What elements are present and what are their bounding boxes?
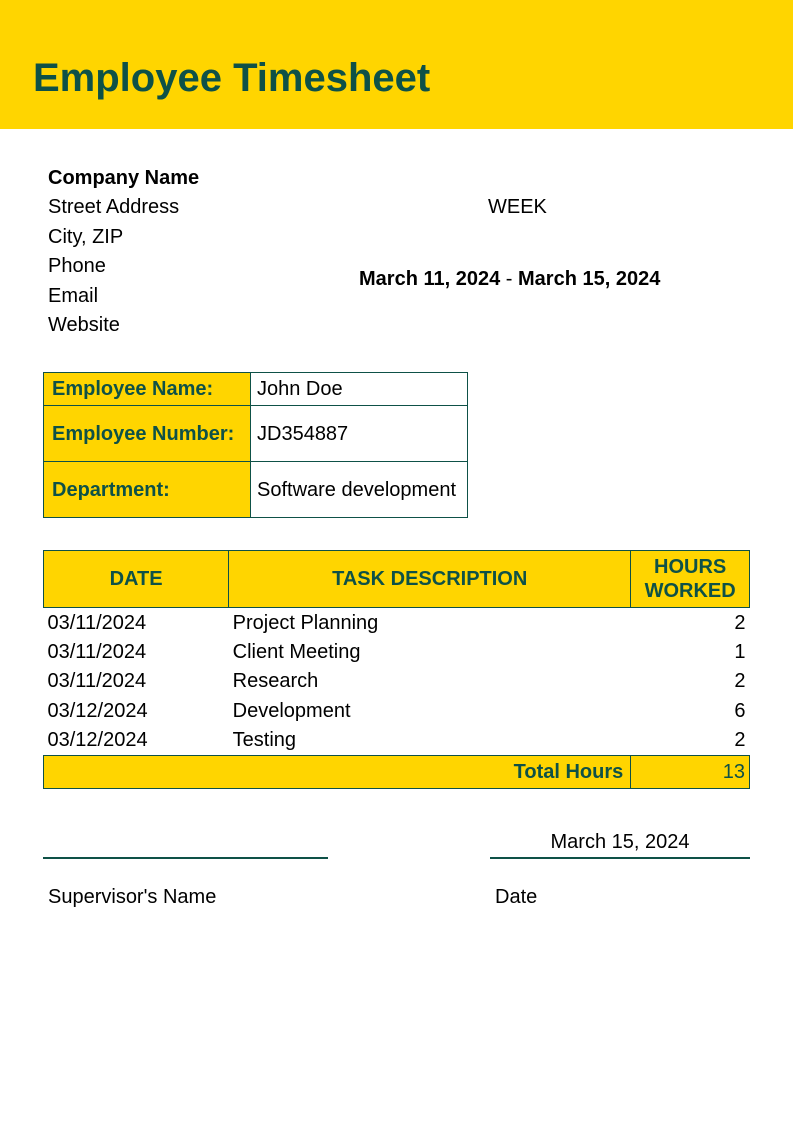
task-column-header: TASK DESCRIPTION [229,551,631,608]
hours-column-header: HOURS WORKED [631,551,750,608]
table-row [44,667,750,696]
employee-info-table [43,372,468,518]
supervisor-name-label: Supervisor's Name [48,886,217,908]
row-hours: 2 [734,670,746,693]
table-row [44,696,750,725]
company-email: Email [48,284,99,307]
company-name: Company Name [48,167,200,189]
row-hours: 1 [734,641,746,664]
table-row [44,608,750,638]
company-city: City, ZIP [48,225,124,248]
employee-name-value: John Doe [251,373,468,406]
date-signature-line [490,857,750,859]
table-row [44,637,750,666]
employee-number-label: Employee Number: [44,406,251,462]
row-hours: 2 [734,729,746,752]
company-phone: Phone [48,255,106,278]
department-label: Department: [44,462,251,518]
row-date: 03/12/2024 [47,729,148,752]
row-task: Development [232,699,351,722]
company-street: Street Address [48,196,180,219]
row-task: Client Meeting [232,641,361,664]
row-date: 03/12/2024 [47,699,148,722]
header-banner [0,0,793,129]
row-hours: 6 [734,699,746,722]
row-task: Testing [232,729,297,752]
department-value: Software development [251,462,468,518]
table-row [44,726,750,756]
row-date: 03/11/2024 [47,670,147,693]
week-range [359,266,660,292]
signature-date-value: March 15, 2024 [550,831,690,853]
page-title: Employee Timesheet [33,56,431,100]
row-date: 03/11/2024 [47,641,147,664]
total-row [44,755,750,788]
total-hours-value: 13 [631,755,750,788]
supervisor-signature-line [43,857,328,859]
date-label: Date [495,886,538,908]
week-label: WEEK [488,196,547,218]
employee-name-label: Employee Name: [44,373,251,406]
timesheet-table [43,550,750,789]
total-hours-label: Total Hours [44,755,631,788]
row-task: Project Planning [232,611,379,634]
row-date: 03/11/2024 [47,611,147,634]
row-hours: 2 [734,611,746,634]
row-task: Research [232,670,319,693]
company-website: Website [48,314,120,337]
date-column-header: DATE [44,551,229,608]
week-start: March 11, 2024 [359,268,501,290]
employee-number-value: JD354887 [251,406,468,462]
week-separator: - [505,268,513,290]
week-end: March 15, 2024 [518,268,661,290]
company-info [48,164,199,340]
